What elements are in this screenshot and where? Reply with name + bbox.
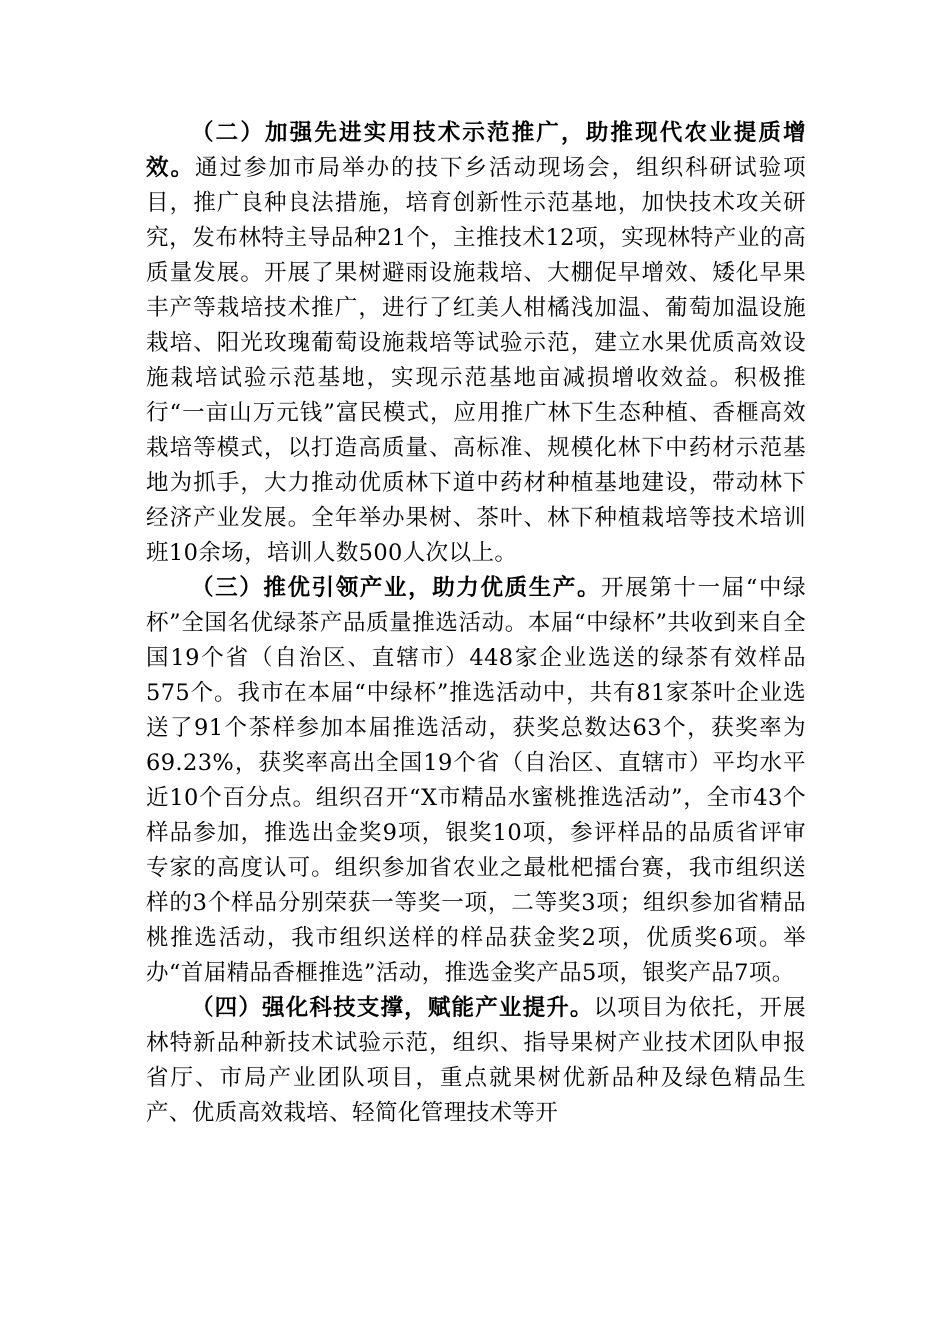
paragraph-science-support — [146, 991, 806, 1131]
document-page — [146, 116, 806, 1131]
paragraph-tech-promotion — [146, 116, 806, 571]
paragraph-heading: （三）推优引领产业，助力优质生产。 — [191, 575, 602, 601]
paragraph-body: 通过参加市局举办的技下乡活动现场会，组织科研试验项目，推广良种良法措施，培育创新性示范基地，加快技术攻关研究，发布林特主导品种21个，主推技术12项，实现林特产业的高质量发展。开展了果树避雨设施栽培、大棚促早增效、矮化早果丰产等栽培技术推广，进行了红美人柑橘浅加温、葡萄加温设施栽培、阳光玫瑰葡萄设施栽培等试验示范，建立水果优质高效设施栽培试验示范基地，实现示范基地亩减损增收效益。积极推行“一亩山万元钱”富民模式，应用推广林下生态种植、香榧高效栽培等模式，以打造高质量、高标准、规模化林下中药材示范基地为抓手，大力推动优质林下道中药材种植基地建设，带动林下经济产业发展。全年举办果树、茶叶、林下种植栽培等技术培训班10余场，培训人数500人次以上。 — [146, 155, 806, 566]
paragraph-body: 开展第十一届“中绿杯”全国名优绿茶产品质量推选活动。本届“中绿杯”共收到来自全国19个省（自治区、直辖市）448家企业选送的绿茶有效样品575个。我市在本届“中绿杯”推选活动中，共有81家茶叶企业选送了91个茶样参加本届推选活动，获奖总数达63个，获奖率为69.23%，获奖率高出全国19个省（自治区、直辖市）平均水平近10个百分点。组织召开“X市精品水蜜桃推选活动”，全市43个样品参加，推选出金奖9项，银奖10项，参评样品的品质省评审专家的高度认可。组织参加省农业之最枇杷擂台赛，我市组织送样的3个样品分别荣获一等奖一项，二等奖3项；组织参加省精品桃推选活动，我市组织送样的样品获金奖2项，优质奖6项。举办“首届精品香榧推选”活动，推选金奖产品5项，银奖产品7项。 — [146, 575, 806, 986]
paragraph-heading: （四）强化科技支撑，赋能产业提升。 — [191, 995, 594, 1021]
paragraph-body: 以项目为依托，开展林特新品种新技术试验示范，组织、指导果树产业技术团队申报省厅、市局产业团队项目，重点就果树优新品种及绿色精品生产、优质高效栽培、轻简化管理技术等开 — [146, 995, 806, 1126]
paragraph-heading: （二）加强先进实用技术示范推广，助推现代农业提质增效。 — [146, 120, 806, 181]
paragraph-quality-selection — [146, 571, 806, 991]
